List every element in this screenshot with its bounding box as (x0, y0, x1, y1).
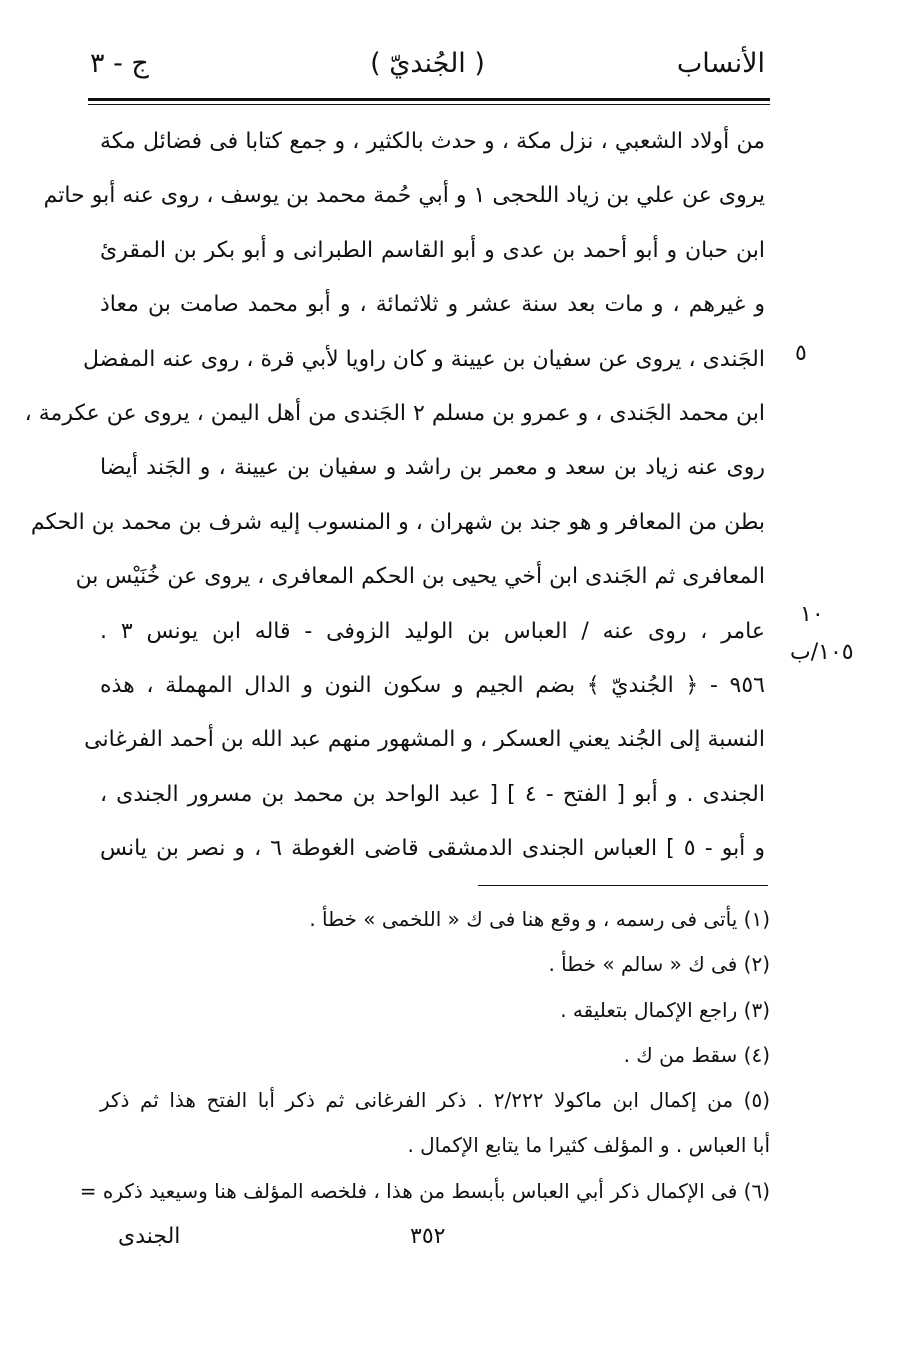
text-line: يروى عن علي بن زياد اللحجى ١ و أبي حُمة محمد بن يوسف ، روى عنه أبو حاتم (43, 183, 765, 209)
text-line: الجَندى ، يروى عن سفيان بن عيينة و كان راويا لأبي قرة ، روى عنه المفضل (82, 346, 765, 372)
header-rule (88, 98, 770, 101)
text-line: روى عنه زياد بن سعد و معمر بن راشد و سفيان بن عيينة ، و الجَند أيضا (100, 455, 765, 481)
volume-number: ج - ٣ (90, 48, 149, 79)
text-line: و غيرهم ، و مات بعد سنة عشر و ثلاثمائة ، و أبو محمد صامت بن معاذ (100, 292, 765, 318)
footnote: (١) يأتى فى رسمه ، و وقع هنا فى ك « اللخمى » خطأ . (309, 907, 770, 931)
entry-heading-line: ٩٥٦ - ﴿ الجُنديّ ﴾ بضم الجيم و سكون النون و الدال المهملة ، هذه (100, 672, 765, 698)
text-line: الجندى . و أبو [ الفتح - ٤ ] [ عبد الواحد بن محمد بن مسرور الجندى ، (100, 781, 765, 807)
footnote: (٢) فى ك « سالم » خطأ . (548, 952, 770, 977)
catchword: الجندى (118, 1224, 181, 1249)
footnote: (٣) راجع الإكمال بتعليقه . (560, 997, 770, 1022)
folio-marker: ١٠٥/ب (790, 640, 854, 665)
text-line: بطن من المعافر و هو جند بن شهران ، و المنسوب إليه شرف بن محمد بن الحكم (30, 509, 765, 535)
text-line: و أبو - ٥ ] العباس الجندى الدمشقى قاضى الغوطة ٦ ، و نصر بن يانس (100, 836, 765, 862)
text-line: ابن محمد الجَندى ، و عمرو بن مسلم ٢ الجَندى من أهل اليمن ، يروى عن عكرمة ، (24, 400, 765, 426)
footnote-rule (478, 885, 768, 886)
footnote: (٤) سقط من ك . (623, 1042, 770, 1067)
text-line: عامر ، روى عنه / العباس بن الوليد الزوفى - قاله ابن يونس ٣ . (100, 618, 765, 644)
entry-title: ( الجُنديّ ) (370, 48, 485, 79)
line-number-10: ١٠ (800, 602, 824, 627)
text-line: ابن حبان و أبو أحمد بن عدى و أبو القاسم الطبرانى و أبو بكر بن المقرئ (100, 237, 765, 263)
footnotes (79, 897, 770, 1214)
text-line: من أولاد الشعبي ، نزل مكة ، و حدث بالكثير ، و جمع كتابا فى فضائل مكة (100, 129, 765, 154)
text-line: النسبة إلى الجُند يعني العسكر ، و المشهور منهم عبد الله بن أحمد الفرغانى (84, 727, 765, 753)
header-rule-thin (88, 104, 770, 105)
main-text (24, 115, 765, 876)
footnote-continuation: أبا العباس . و المؤلف كثيرا ما يتابع الإكمال . (407, 1133, 770, 1158)
footnote: (٦) فى الإكمال ذكر أبي العباس بأبسط من هذا ، فلخصه المؤلف هنا وسيعيد ذكره = (79, 1178, 770, 1203)
line-number-5: ٥ (795, 341, 807, 366)
page-number: ٣٥٢ (410, 1224, 446, 1249)
book-title: الأنساب (676, 48, 765, 79)
running-header (90, 48, 765, 94)
footnote: (٥) من إكمال ابن ماكولا ٢/٢٢٢ . ذكر الفرغانى ثم ذكر أبا الفتح هذا ثم ذكر (100, 1088, 770, 1113)
text-line: المعافرى ثم الجَندى ابن أخي يحيى بن الحكم المعافرى ، يروى عن خُنَيْس بن (75, 564, 765, 590)
